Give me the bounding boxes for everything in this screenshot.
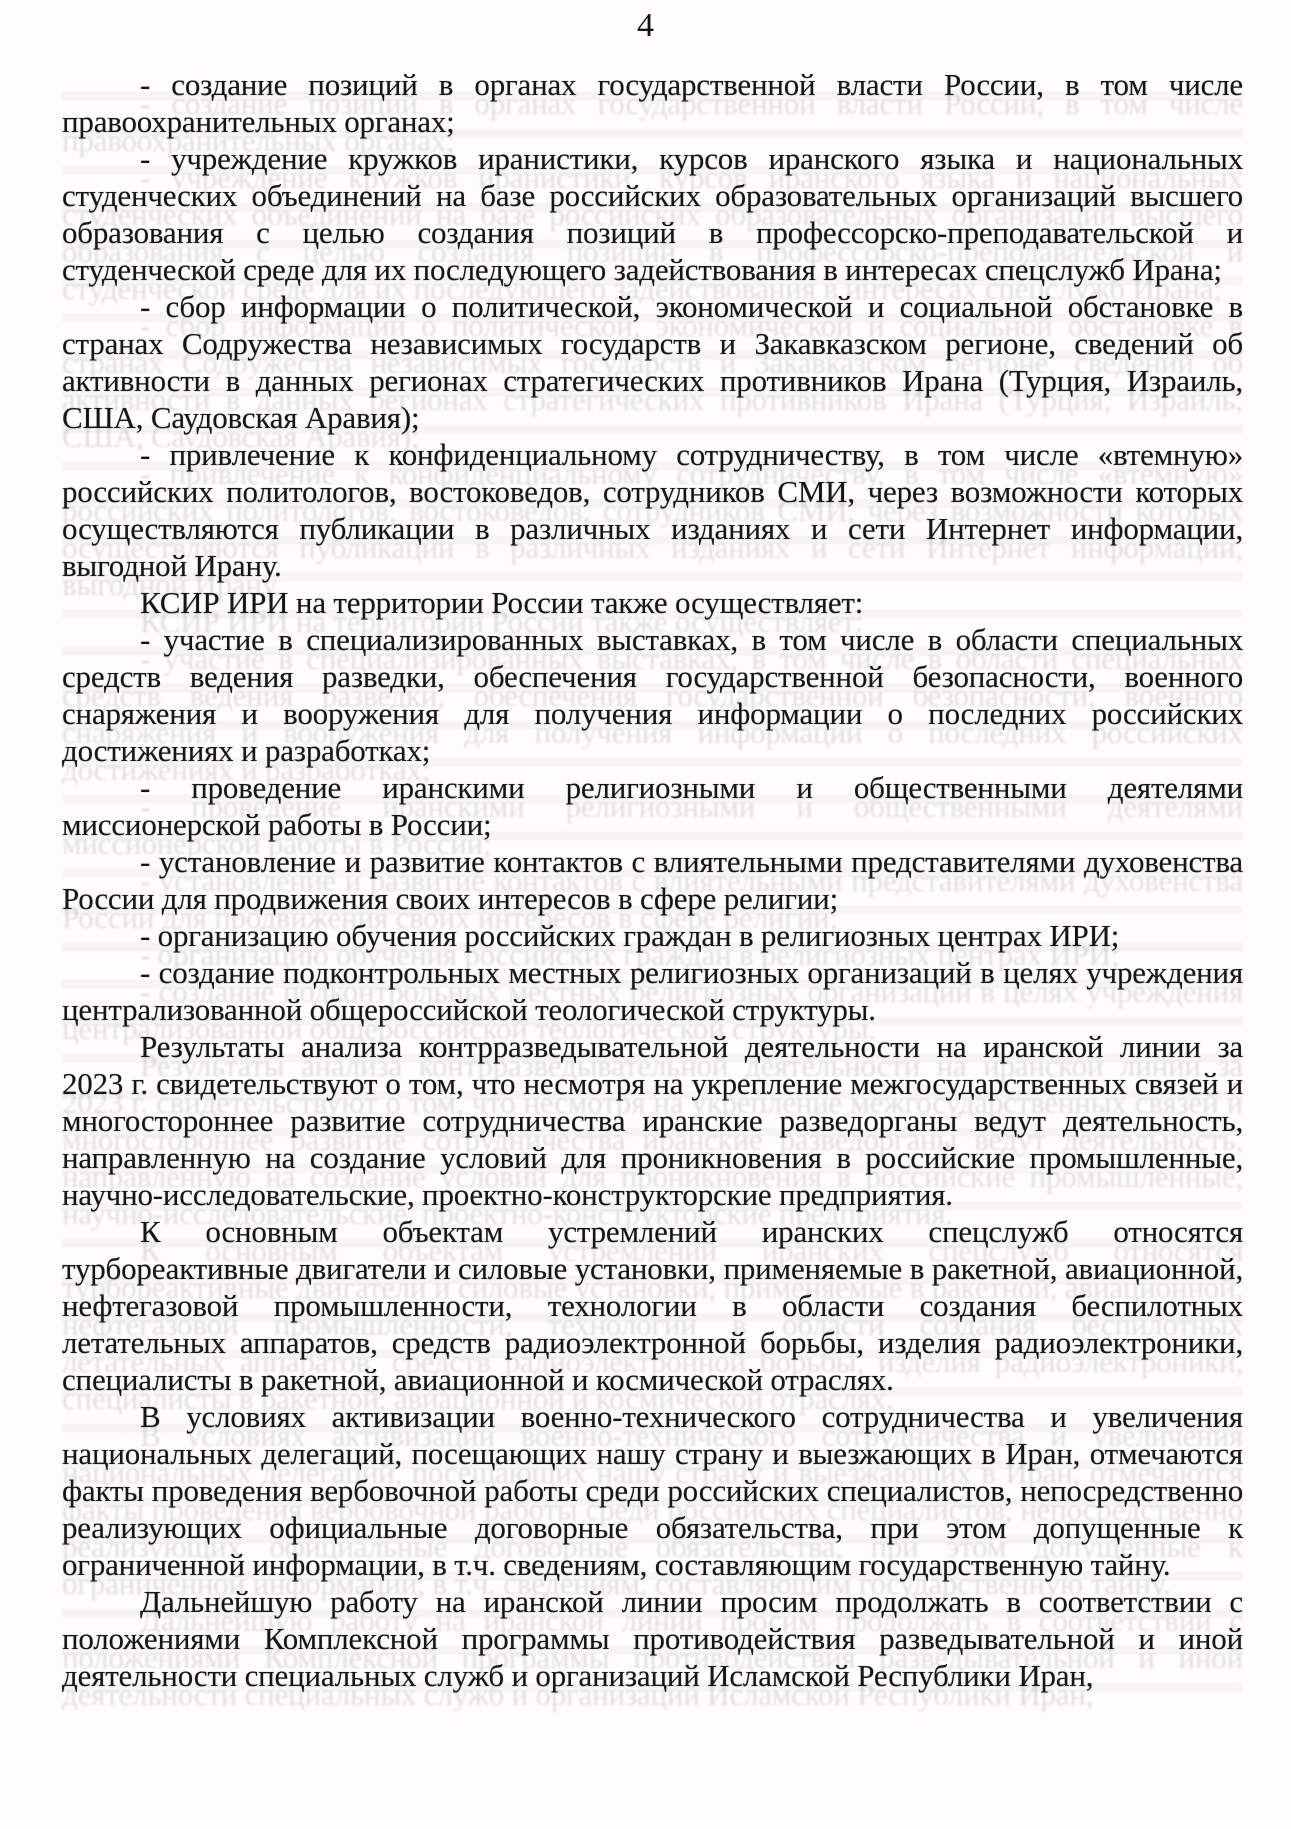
paragraph: Дальнейшую работу на иранской линии просим продолжать в соответствии с положениями Комплексной программы противодействия разведывательной и иной деятельности специальных служб и организаций Исламской Республики Иран,	[62, 1584, 1243, 1693]
paragraph: - проведение иранскими религиозными и общественными деятелями миссионерской работы в России;	[62, 770, 1243, 842]
paragraph: - сбор информации о политической, экономической и социальной обстановке в странах Содружества независимых государств и Закавказском регионе, сведений об активности в данных регионах стратегических противников Ирана (Турция, Израиль, США, Саудовская Аравия);	[62, 289, 1243, 435]
paragraph: - организацию обучения российских граждан в религиозных центрах ИРИ;	[140, 918, 1120, 953]
document-body	[62, 66, 1243, 1694]
paragraph: - установление и развитие контактов с влиятельными представителями духовенства России для продвижения своих интересов в сфере религии;	[62, 844, 1243, 916]
paragraph: - создание позиций в органах государственной власти России, в том числе правоохранительных органах;	[62, 67, 1243, 139]
paragraph: Результаты анализа контрразведывательной деятельности на иранской линии за 2023 г. свидетельствуют о том, что несмотря на укрепление межгосударственных связей и многостороннее развитие сотрудничества иранские разведорганы ведут деятельность, направленную на создание условий для проникновения в российские промышленные, научно-исследовательские, проектно-конструкторские предприятия.	[62, 1029, 1243, 1212]
page-number: 4	[637, 7, 654, 44]
paragraph: В условиях активизации военно-технического сотрудничества и увеличения национальных делегаций, посещающих нашу страну и выезжающих в Иран, отмечаются факты проведения вербовочной работы среди российских специалистов, непосредственно реализующих официальные договорные обязательства, при этом допущенные к ограниченной информации, в т.ч. сведениям, составляющим государственную тайну.	[62, 1399, 1243, 1582]
paragraph: - участие в специализированных выставках, в том числе в области специальных средств ведения разведки, обеспечения государственной безопасности, военного снаряжения и вооружения для получения информации о последних российских достижениях и разработках;	[62, 622, 1243, 768]
paragraph: - учреждение кружков иранистики, курсов иранского языка и национальных студенческих объединений на базе российских образовательных организаций высшего образования с целью создания позиций в профессорско-преподавательской и студенческой среде для их последующего задействования в интересах спецслужб Ирана;	[62, 141, 1243, 287]
paragraph: КСИР ИРИ на территории России также осуществляет:	[140, 585, 864, 620]
paragraph: К основным объектам устремлений иранских спецслужб относятся турбореактивные двигатели и силовые установки, применяемые в ракетной, авиационной, нефтегазовой промышленности, технологии в области создания беспилотных летательных аппаратов, средств радиоэлектронной борьбы, изделия радиоэлектроники, специалисты в ракетной, авиационной и космической отраслях.	[62, 1214, 1243, 1397]
paragraph: - создание подконтрольных местных религиозных организаций в целях учреждения централизованной общероссийской теологической структуры.	[62, 955, 1243, 1027]
paragraph: - привлечение к конфиденциальному сотрудничеству, в том числе «втемную» российских политологов, востоковедов, сотрудников СМИ, через возможности которых осуществляются публикации в различных изданиях и сети Интернет информации, выгодной Ирану.	[62, 437, 1243, 583]
